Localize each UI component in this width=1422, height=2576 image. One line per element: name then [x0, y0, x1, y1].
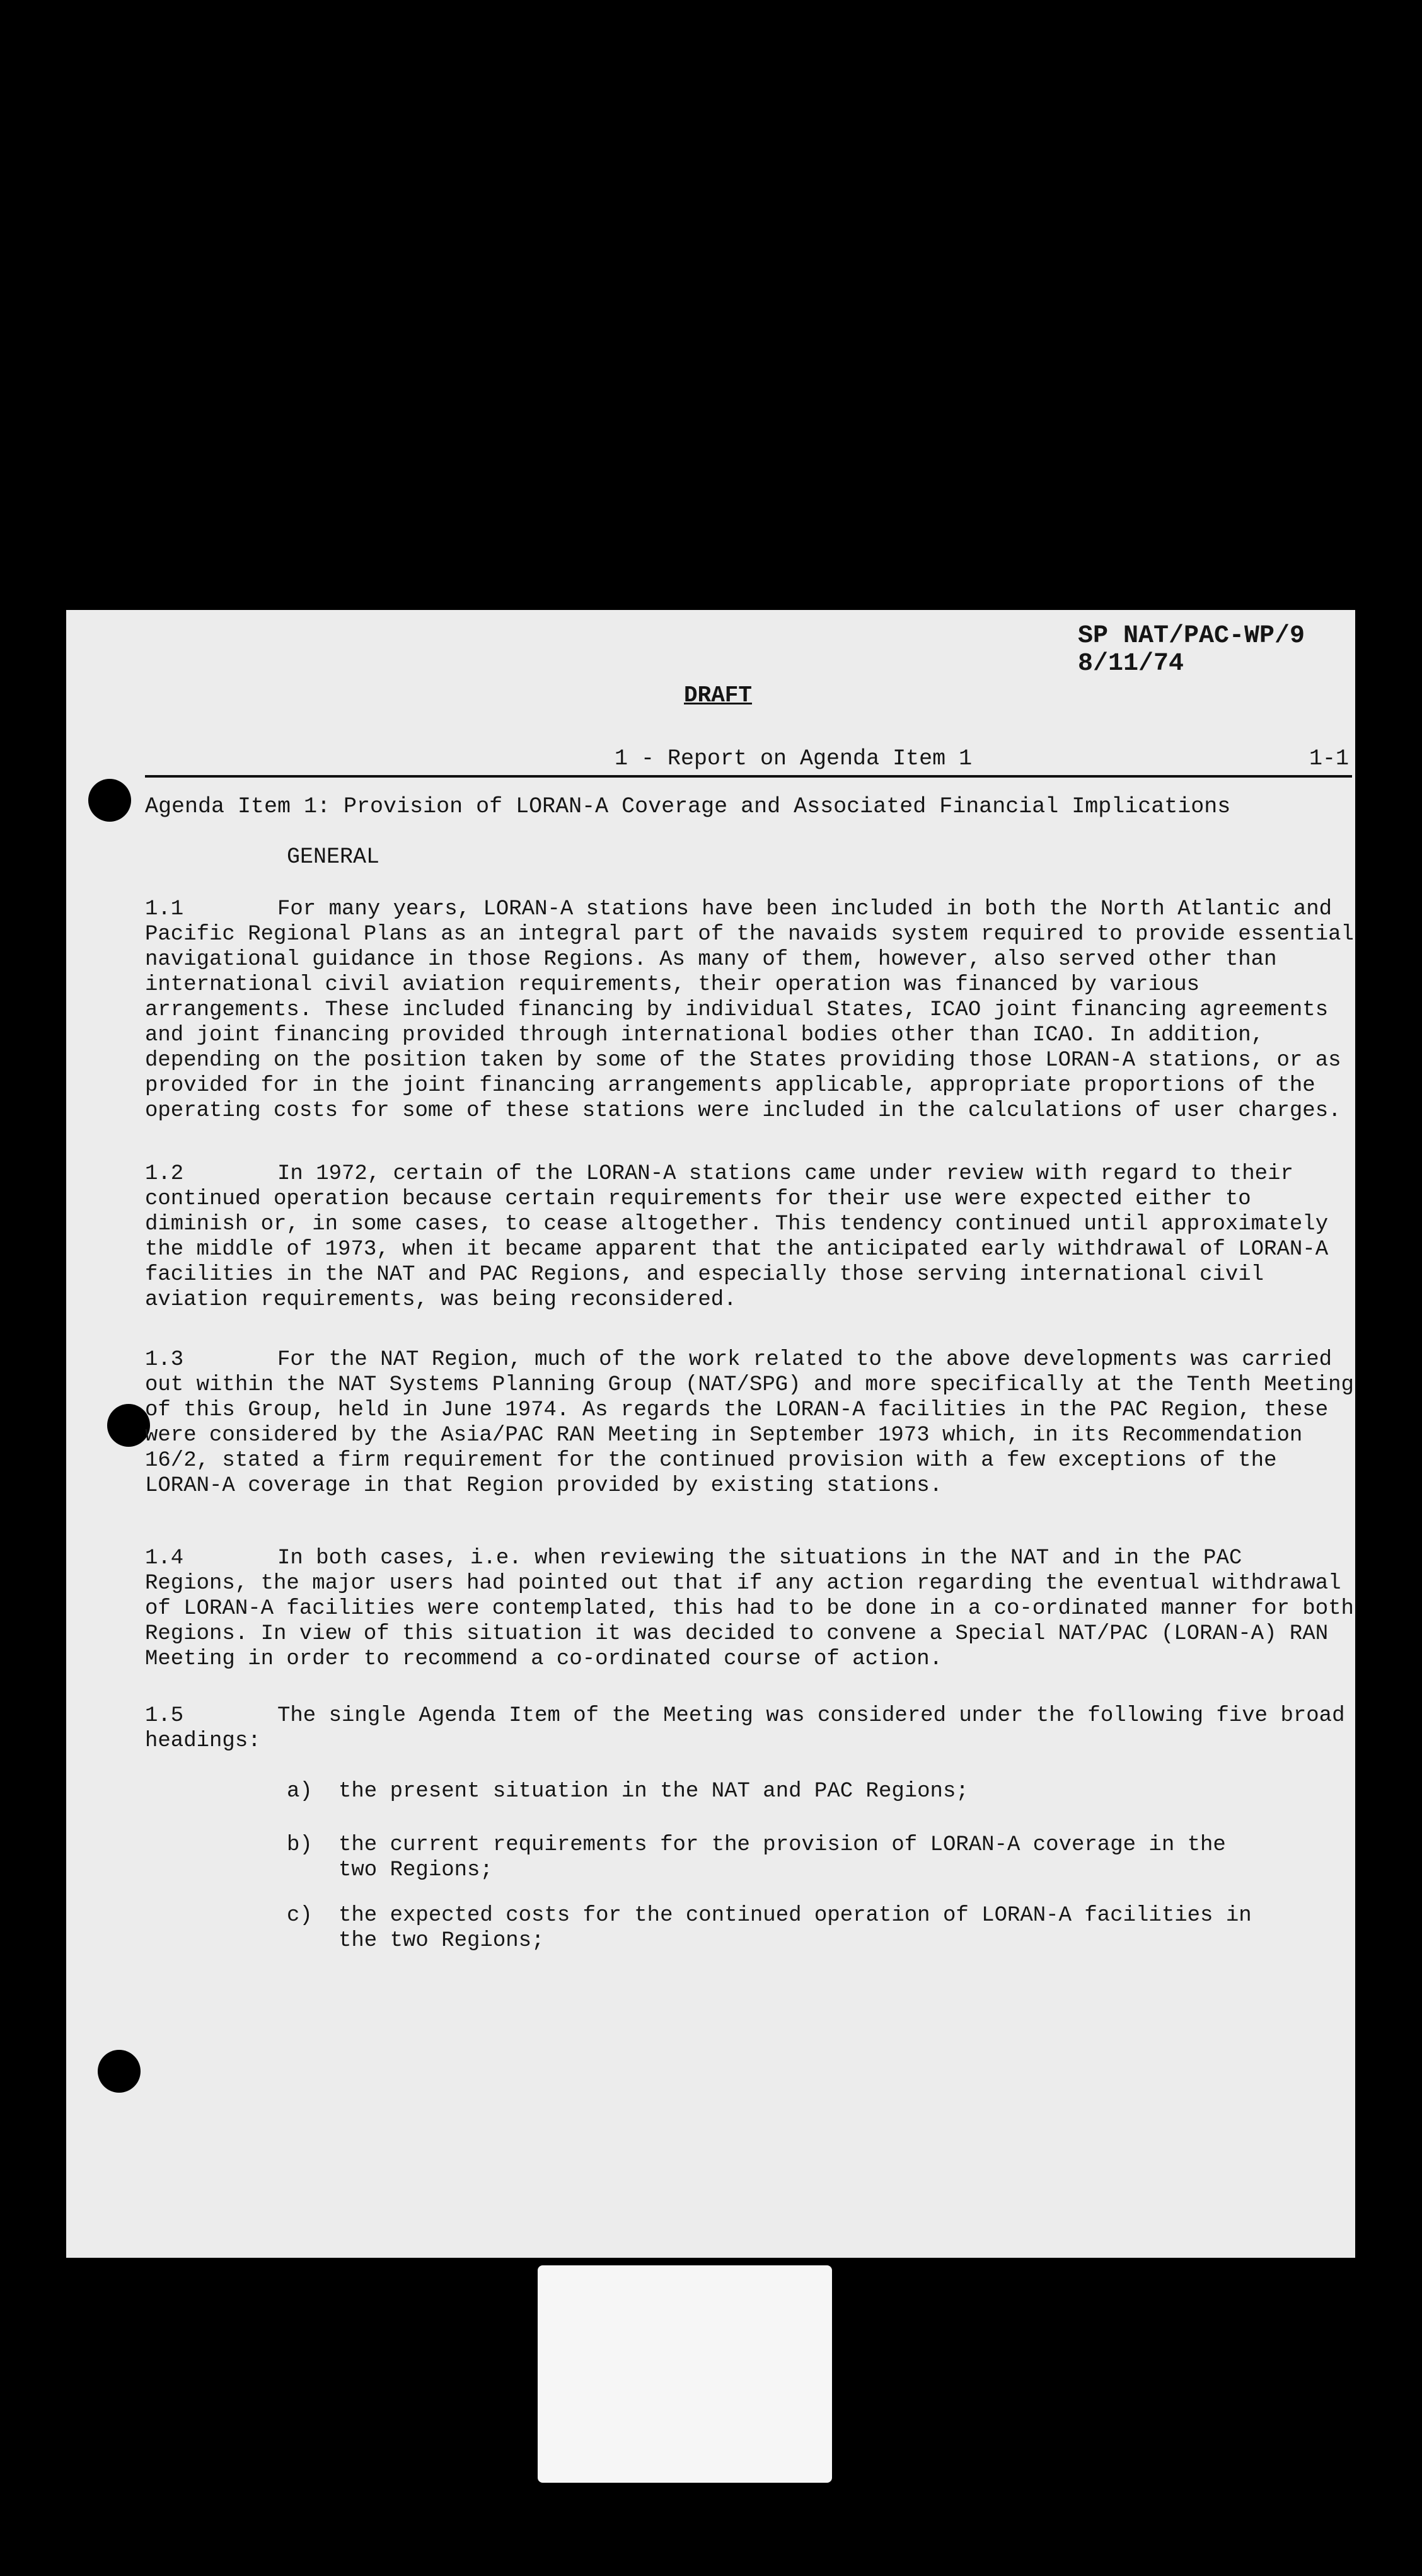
paragraph-number: 1.1 — [145, 897, 184, 921]
paragraph-text: For the NAT Region, much of the work related to the above developments was carried out within the NAT Systems Planning Group (NAT/SPG) and more specifically at the Tenth Meeting of this Group, held in June 1974. As regards the LORAN-A facilities in the PAC Region, these were considered by the Asia/PAC RAN Meeting in September 1973 which, in its Recommendation 16/2, stated a firm requirement for the continued provision with a few exceptions of the LORAN-A coverage in that Region provided by existing stations. — [145, 1348, 1354, 1498]
paragraph — [145, 1347, 1355, 1498]
punch-hole — [88, 779, 131, 822]
paragraph-text: In both cases, i.e. when reviewing the situations in the NAT and in the PAC Regions, the major users had pointed out that if any action regarding the eventual withdrawal of LORAN-A facilities were contemplated, this had to be done in a co-ordinated manner for both Regions. In view of this situation it was decided to convene a Special NAT/PAC (LORAN-A) RAN Meeting in order to recommend a co-ordinated course of action. — [145, 1546, 1354, 1671]
list-text: the current requirements for the provision of LORAN-A coverage in the two Regions; — [338, 1833, 1226, 1882]
running-header — [145, 742, 1352, 778]
list-marker: c) — [287, 1904, 313, 1928]
draft-stamp: DRAFT — [684, 682, 753, 708]
page-number: 1-1 — [1309, 746, 1349, 771]
section-heading: GENERAL — [287, 844, 380, 870]
list-text: the present situation in the NAT and PAC Regions; — [338, 1780, 969, 1803]
document-reference: SP NAT/PAC-WP/9 8/11/74 — [1078, 622, 1305, 678]
list-marker: a) — [287, 1780, 313, 1803]
paragraph-number: 1.4 — [145, 1546, 184, 1570]
punch-hole — [107, 1404, 150, 1447]
list-marker: b) — [287, 1833, 313, 1857]
paragraph-number: 1.3 — [145, 1348, 184, 1372]
paragraph-text: In 1972, certain of the LORAN-A stations came under review with regard to their continued operation because certain requirements for their use were expected either to diminish or, in some cases, to cease altogether. This tendency continued until approximately the middle of 1973, when it became apparent that the anticipated early withdrawal of LORAN-A facilities in the NAT and PAC Regions, and especially those serving international civil aviation requirements, was being reconsidered. — [145, 1162, 1329, 1312]
paragraph-number: 1.2 — [145, 1162, 184, 1186]
paragraph-number: 1.5 — [145, 1704, 184, 1728]
paragraph — [145, 1161, 1355, 1313]
document-page — [66, 610, 1355, 2258]
running-header-title: 1 - Report on Agenda Item 1 — [615, 746, 973, 771]
list-text: the expected costs for the continued operation of LORAN-A facilities in the two Regions; — [338, 1904, 1252, 1953]
paragraph-text: For many years, LORAN-A stations have been included in both the North Atlantic and Pacific Regional Plans as an integral part of the navaids system required to provide essential navigational guidance in those Regions. As many of them, however, also served other than international civil aviation requirements, their operation was financed by various arrangements. These included financing by individual States, ICAO joint financing agreements and joint financing provided through international bodies other than ICAO. In addition, depending on the position taken by some of the States providing those LORAN-A stations, or as provided for in the joint financing arrangements applicable, appropriate proportions of the operating costs for some of these stations were included in the calculations of user charges. — [145, 897, 1354, 1123]
paragraph — [145, 897, 1355, 1124]
paragraph-text: The single Agenda Item of the Meeting was considered under the following five broad headings: — [145, 1704, 1345, 1753]
paragraph — [145, 1546, 1355, 1672]
paragraph — [145, 1703, 1355, 1754]
agenda-title: Agenda Item 1: Provision of LORAN-A Coverage and Associated Financial Implications — [145, 794, 1231, 819]
punch-hole — [98, 2050, 141, 2093]
blank-card — [538, 2265, 832, 2483]
